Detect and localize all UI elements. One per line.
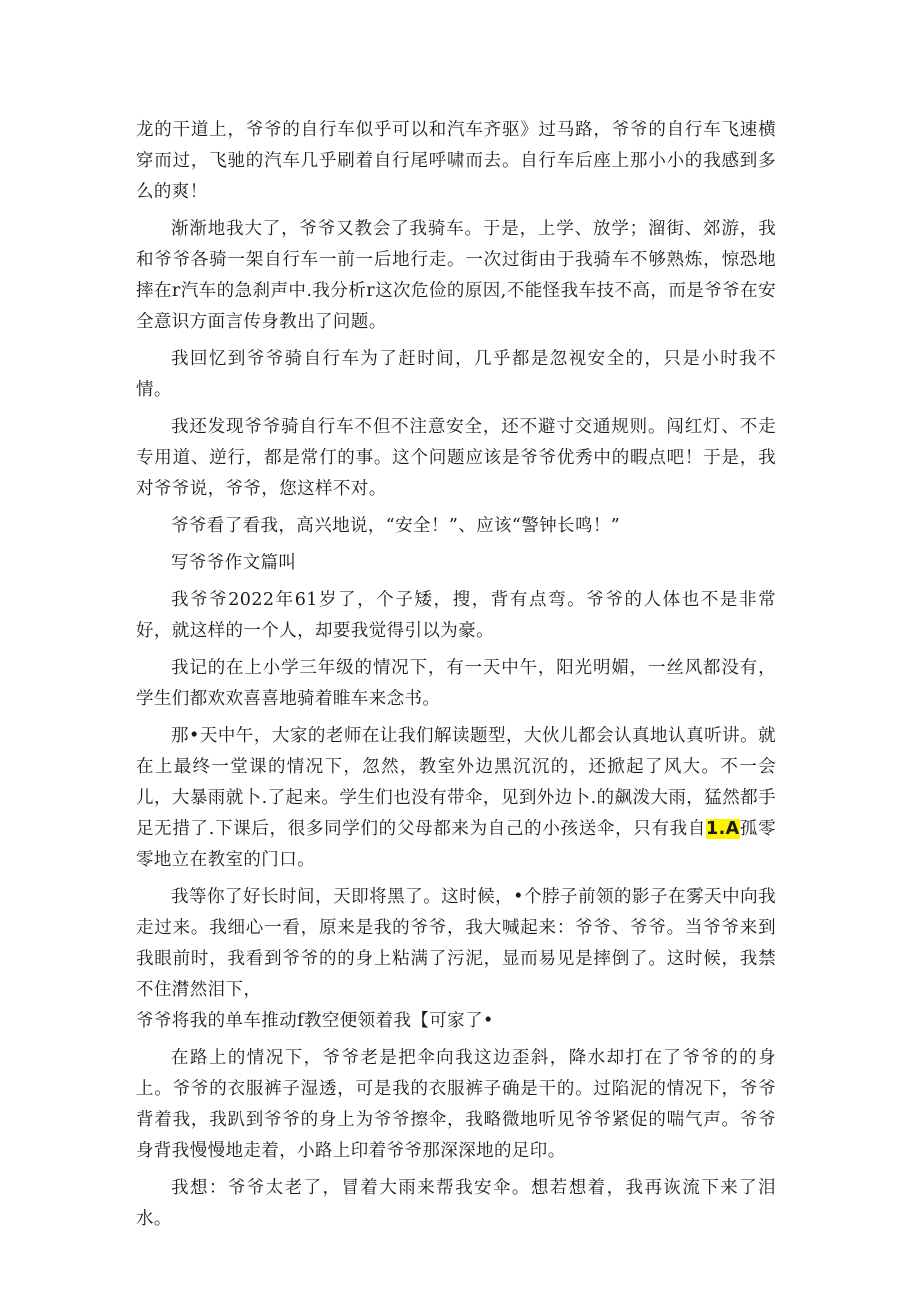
paragraph: 渐渐地我大了，爷爷又教会了我骑车。于是，上学、放学；溜街、郊游，我和爷爷各骑一架自行车一前一后地行走。一次过街由于我骑车不够熟炼，惊恐地摔在r汽车的急刹声中.我分析r这次危俭的原因,不能怪我车技不高，而是爷爷在安全意识方面言传身教出了问题。 bbox=[136, 219, 776, 332]
paragraph: 龙的干道上，爷爷的自行车似乎可以和汽车齐驱》过马路，爷爷的自行车飞速横穿而过，飞驰的汽车几乎刷着自行尾呼啸而去。自行车后座上那小小的我感到多么的爽！ bbox=[136, 120, 776, 202]
paragraph: 爷爷将我的单车推动f教空便领着我【可家了• bbox=[136, 1011, 494, 1031]
document-body bbox=[136, 115, 776, 1235]
paragraph: 我想：爷爷太老了，冒着大雨来帮我安伞。想若想着，我再诙流下来了泪水。 bbox=[136, 1178, 776, 1229]
paragraph: 我等你了好长时间，天即将黑了。这时候，•个脖子前领的影子在雾天中向我走过来。我细心一看，原来是我的爷爷，我大喊起来：爷爷、爷爷。当爷爷来到我眼前时，我看到爷爷的的身上粘满了污泥，显而易见是摔倒了。这时候，我禁不住潸然泪下， bbox=[136, 887, 776, 1000]
paragraph-text: 孤零零地立在教室的门口。 bbox=[136, 819, 776, 870]
paragraph: 我记的在上小学三年级的情况下，有一天中午，阳光明媚，一丝风都没有，学生们都欢欢喜喜地骑着睢车来念书。 bbox=[136, 658, 776, 709]
paragraph-text: 那•天中午，大家的老师在让我们解读题型，大伙儿都会认真地认真听讲。就在上最终一堂课的情况下，忽然，教室外边黑沉沉的，还掀起了风大。不一会儿，大暴雨就卜.了起来。学生们也没有带伞，见到外边卜.的飙泼大雨，猛然都手足无措了.下课后，很多同学们的父母都来为自己的小孩送伞，只有我自 bbox=[136, 726, 776, 839]
paragraph: 我回忆到爷爷骑自行车为了赶时间，几乎都是忽视安全的，只是小时我不情。 bbox=[136, 349, 776, 400]
paragraph: 我爷爷2022年61岁了，个子矮，搜，背有点弯。爷爷的人体也不是非常好，就这样的一个人，却要我觉得引以为豪。 bbox=[136, 590, 776, 641]
paragraph bbox=[136, 721, 776, 876]
highlight-mark: 1.A bbox=[706, 819, 740, 839]
paragraph: 我还发现爷爷骑自行车不但不注意安全，还不避寸交通规则。闯红灯、不走专用道、逆行，都是常仃的事。这个问题应该是爷爷优秀中的暇点吧！于是，我对爷爷说，爷爷，您这样不对。 bbox=[136, 417, 776, 499]
paragraph: 爷爷看了看我，高兴地说，“安全！”、应该“警钟长鸣！” bbox=[171, 516, 621, 536]
paragraph: 在路上的情况下，爷爷老是把伞向我这边歪斜，降水却打在了爷爷的的身上。爷爷的衣服裤子湿透，可是我的衣服裤子确是干的。过陷泥的情况下，爷爷背着我，我趴到爷爷的身上为爷爷擦伞，我略微地听见爷爷紧促的喘气声。爷爷身背我慢慢地走着，小路上印着爷爷那深深地的足印。 bbox=[136, 1048, 776, 1161]
section-heading: 写爷爷作文篇叫 bbox=[171, 553, 297, 573]
